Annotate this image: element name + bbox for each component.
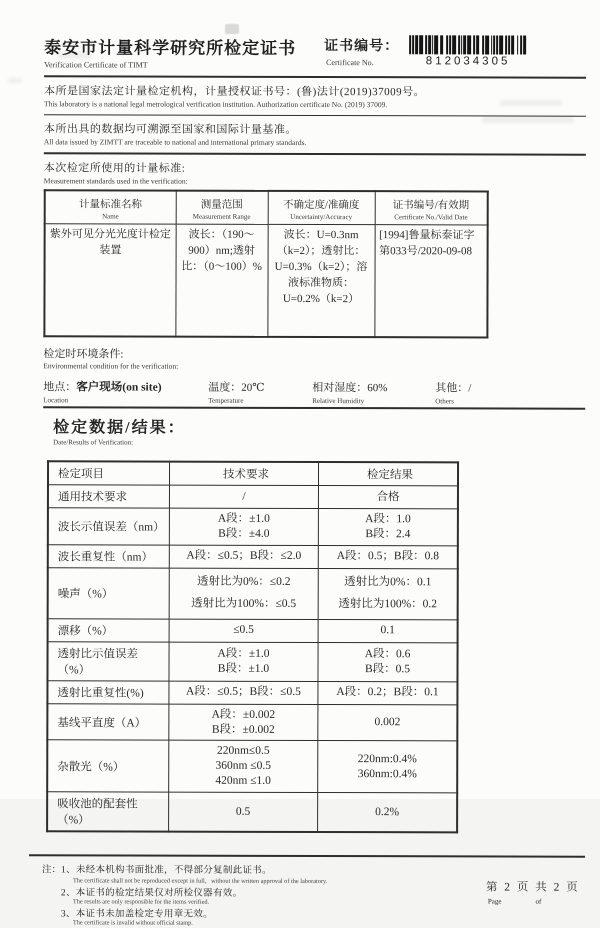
page-label-en: Page	[487, 897, 502, 906]
col-header-certno: 证书编号/有效期 Certificate No./Valid Date	[375, 191, 488, 225]
results-header-row	[48, 461, 458, 486]
barcode-image	[409, 35, 527, 54]
environment-title: 检定时环境条件: Environmental condition for the verification:	[43, 347, 179, 371]
env-temperature: 温度：20℃ Temperature	[208, 381, 265, 405]
divider	[44, 152, 586, 155]
statement-cn: 本所出具的数据均可溯源至国家和国际计量基准。	[43, 123, 297, 136]
page-indicator: 第 2 页 共 2 页 Page of	[485, 881, 580, 906]
col-header-uncertainty: 不确定度/准确度 Uncertainty/Accuracy	[268, 191, 375, 225]
page-title-en: Verification Certificate of TIMT	[44, 60, 148, 70]
results-row: 透射比示值误差（%） A段：±1.0 B段：±1.0 A段：0.6 B段：0.5	[47, 641, 457, 681]
notes	[42, 862, 462, 928]
standard-name: 紫外可见分光光度计检定装置	[44, 224, 175, 336]
scan-smudge	[8, 78, 22, 83]
divider	[44, 75, 586, 78]
col-header-name: 计量标准名称 Name	[45, 190, 176, 224]
measurement-standards-table	[43, 189, 488, 338]
results-row: 漂移（%） ≤0.5 0.1	[48, 618, 458, 642]
statement-en: Measurement standards used in the verification:	[43, 176, 188, 186]
results-row: 通用技术要求 / 合格	[48, 485, 458, 509]
results-row: 基线平直度（A） A段：±0.002 B段：±0.002 0.002	[47, 703, 457, 741]
env-humidity: 相对湿度：60% Relative Humidity	[312, 381, 388, 405]
certificate-no-label: 证书编号：	[324, 39, 400, 55]
results-row: 透射比重复性(%) A段：≤0.5；B段：≤0.5 A段：0.2；B段：0.1	[47, 680, 457, 704]
col-header-range: 测量范围 Measurement Range	[176, 191, 268, 225]
environment-row	[43, 378, 585, 409]
statement-traceability	[44, 120, 586, 147]
certificate-number: 812034305	[425, 55, 511, 68]
standard-uncertainty: 波长：U=0.3nm（k=2）；透射比：U=0.3%（k=2）；溶液标准物质：U=0.2%（k=2）	[267, 224, 374, 336]
statement-en: This laboratory is a national legal metrological verification institution. Authorization certificate No. (2019) 37009.	[43, 99, 388, 110]
note-item: 1、未经本机构书面批准，不得部分复制此证书。 The certificate shall not be reproduced except in full，without the written approval of the laboratory.	[60, 865, 328, 886]
statement-cn: 本次检定所使用的计量标准:	[43, 162, 186, 175]
results-title: 检定数据/结果： Date/Results of Verification:	[53, 418, 186, 447]
col-header-item: 检定项目	[48, 461, 169, 485]
results-row: 噪声（%） 透射比为0%：≤0.2 透射比为100%：≤0.5 透射比为0%：0.1 透射比为100%：0.2	[48, 568, 458, 620]
results-row: 杂散光（%） 220nm≤0.5 360nm ≤0.5 420nm ≤1.0 220nm:0.4% 360nm:0.4%	[47, 740, 457, 793]
certificate-header	[44, 33, 586, 70]
page-title: 泰安市计量科学研究所检定证书	[44, 38, 297, 58]
standards-header-row	[45, 190, 488, 225]
divider	[29, 855, 585, 858]
col-header-result: 检定结果	[319, 462, 458, 486]
env-location: 地点：客户现场(on site) Location	[43, 380, 162, 404]
statement-cn: 本所是国家法定计量检定机构，计量授权证书号：(鲁)法计(2019)37009号。	[44, 85, 426, 99]
note-item: 2、本证书的检定结果仅对所检仪器有效。 The results are only responsible for the items verified.	[60, 888, 243, 906]
certificate-no-label-en: Certificate No.	[326, 58, 374, 68]
results-row: 波长重复性（nm） A段：≤0.5；B段：≤2.0 A段：0.5；B段：0.8	[48, 545, 458, 569]
standards-data-row	[44, 224, 487, 337]
divider	[44, 114, 586, 116]
statement-authorization	[44, 82, 586, 109]
note-item: 3、本证书未加盖检定专用章无效。 The certificate is invalid without official stamp.	[60, 909, 213, 927]
scan-smudge	[225, 24, 239, 34]
env-others: 其他：/ Others	[435, 381, 472, 405]
standard-certno: [1994]鲁量标泰证字第033号/2020-09-08	[374, 225, 487, 337]
results-row: 波长示值误差（nm） A段：±1.0 B段：±4.0 A段：1.0 B段：2.4	[48, 508, 458, 546]
results-row: 吸收池的配套性（%） 0.5 0.2%	[47, 792, 457, 833]
statement-en: All data issued by ZIMTT are traceable to national and international primary standards.	[43, 137, 307, 147]
of-label-en: of	[535, 897, 542, 906]
standard-range: 波长：（190～900）nm;透射比：（0～100）%	[175, 224, 267, 336]
footer	[42, 862, 584, 928]
standards-intro	[44, 159, 586, 186]
col-header-requirement: 技术要求	[169, 461, 318, 485]
notes-prefix: 注：	[41, 865, 62, 876]
verification-results-table	[46, 460, 459, 834]
